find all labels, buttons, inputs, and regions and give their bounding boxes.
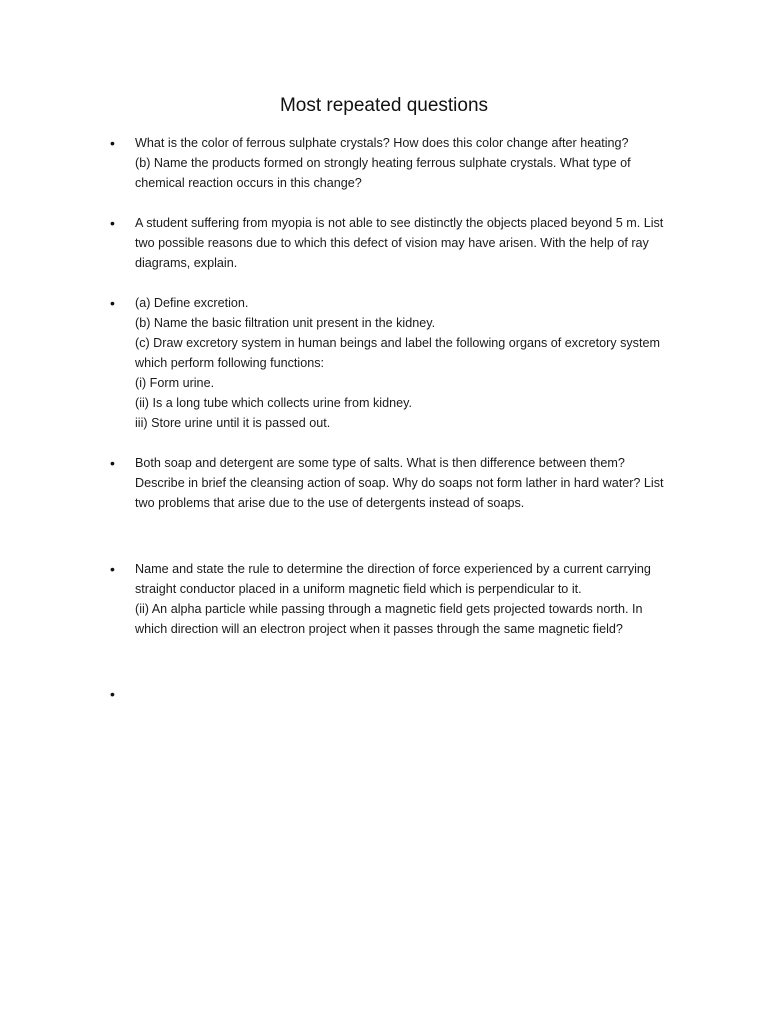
question-line: What is the color of ferrous sulphate crystals? How does this color change after heating? <box>135 136 629 150</box>
question-line: diagrams, explain. <box>135 256 238 270</box>
question-line: Name and state the rule to determine the direction of force experienced by a current carrying <box>135 562 651 576</box>
question-line: chemical reaction occurs in this change? <box>135 176 362 190</box>
question-line: which direction will an electron project when it passes through the same magnetic field? <box>135 622 623 636</box>
bullet-icon: • <box>110 295 115 311</box>
question-line: which perform following functions: <box>135 356 324 370</box>
bullet-icon: • <box>110 561 115 577</box>
bullet-icon: • <box>110 135 115 151</box>
page-title: Most repeated questions <box>279 95 489 116</box>
bullet-icon: • <box>110 455 115 471</box>
question-line: iii) Store urine until it is passed out. <box>135 416 331 430</box>
question-text <box>135 213 670 273</box>
question-text <box>135 133 670 193</box>
question-line: (b) Name the basic filtration unit present in the kidney. <box>135 316 436 330</box>
question-line: (i) Form urine. <box>135 376 215 390</box>
question-line: two possible reasons due to which this defect of vision may have arisen. With the help of ray <box>135 236 649 250</box>
question-line: straight conductor placed in a uniform magnetic field which is perpendicular to it. <box>135 582 582 596</box>
question-line: (b) Name the products formed on strongly heating ferrous sulphate crystals. What type of <box>135 156 631 170</box>
bullet-icon: • <box>110 686 115 702</box>
question-line: (ii) Is a long tube which collects urine from kidney. <box>135 396 412 410</box>
question-text <box>135 453 670 513</box>
question-line: (a) Define excretion. <box>135 296 249 310</box>
question-line: two problems that arise due to the use of detergents instead of soaps. <box>135 496 525 510</box>
question-line: A student suffering from myopia is not able to see distinctly the objects placed beyond 5 m. List <box>135 216 664 230</box>
question-line: Both soap and detergent are some type of salts. What is then difference between them? <box>135 456 625 470</box>
question-line: (c) Draw excretory system in human beings and label the following organs of excretory system <box>135 336 660 350</box>
question-line: Describe in brief the cleansing action of soap. Why do soaps not form lather in hard water? List <box>135 476 664 490</box>
bullet-icon: • <box>110 215 115 231</box>
question-text <box>135 293 670 433</box>
question-text <box>135 559 670 639</box>
question-line: (ii) An alpha particle while passing through a magnetic field gets projected towards north. In <box>135 602 643 616</box>
